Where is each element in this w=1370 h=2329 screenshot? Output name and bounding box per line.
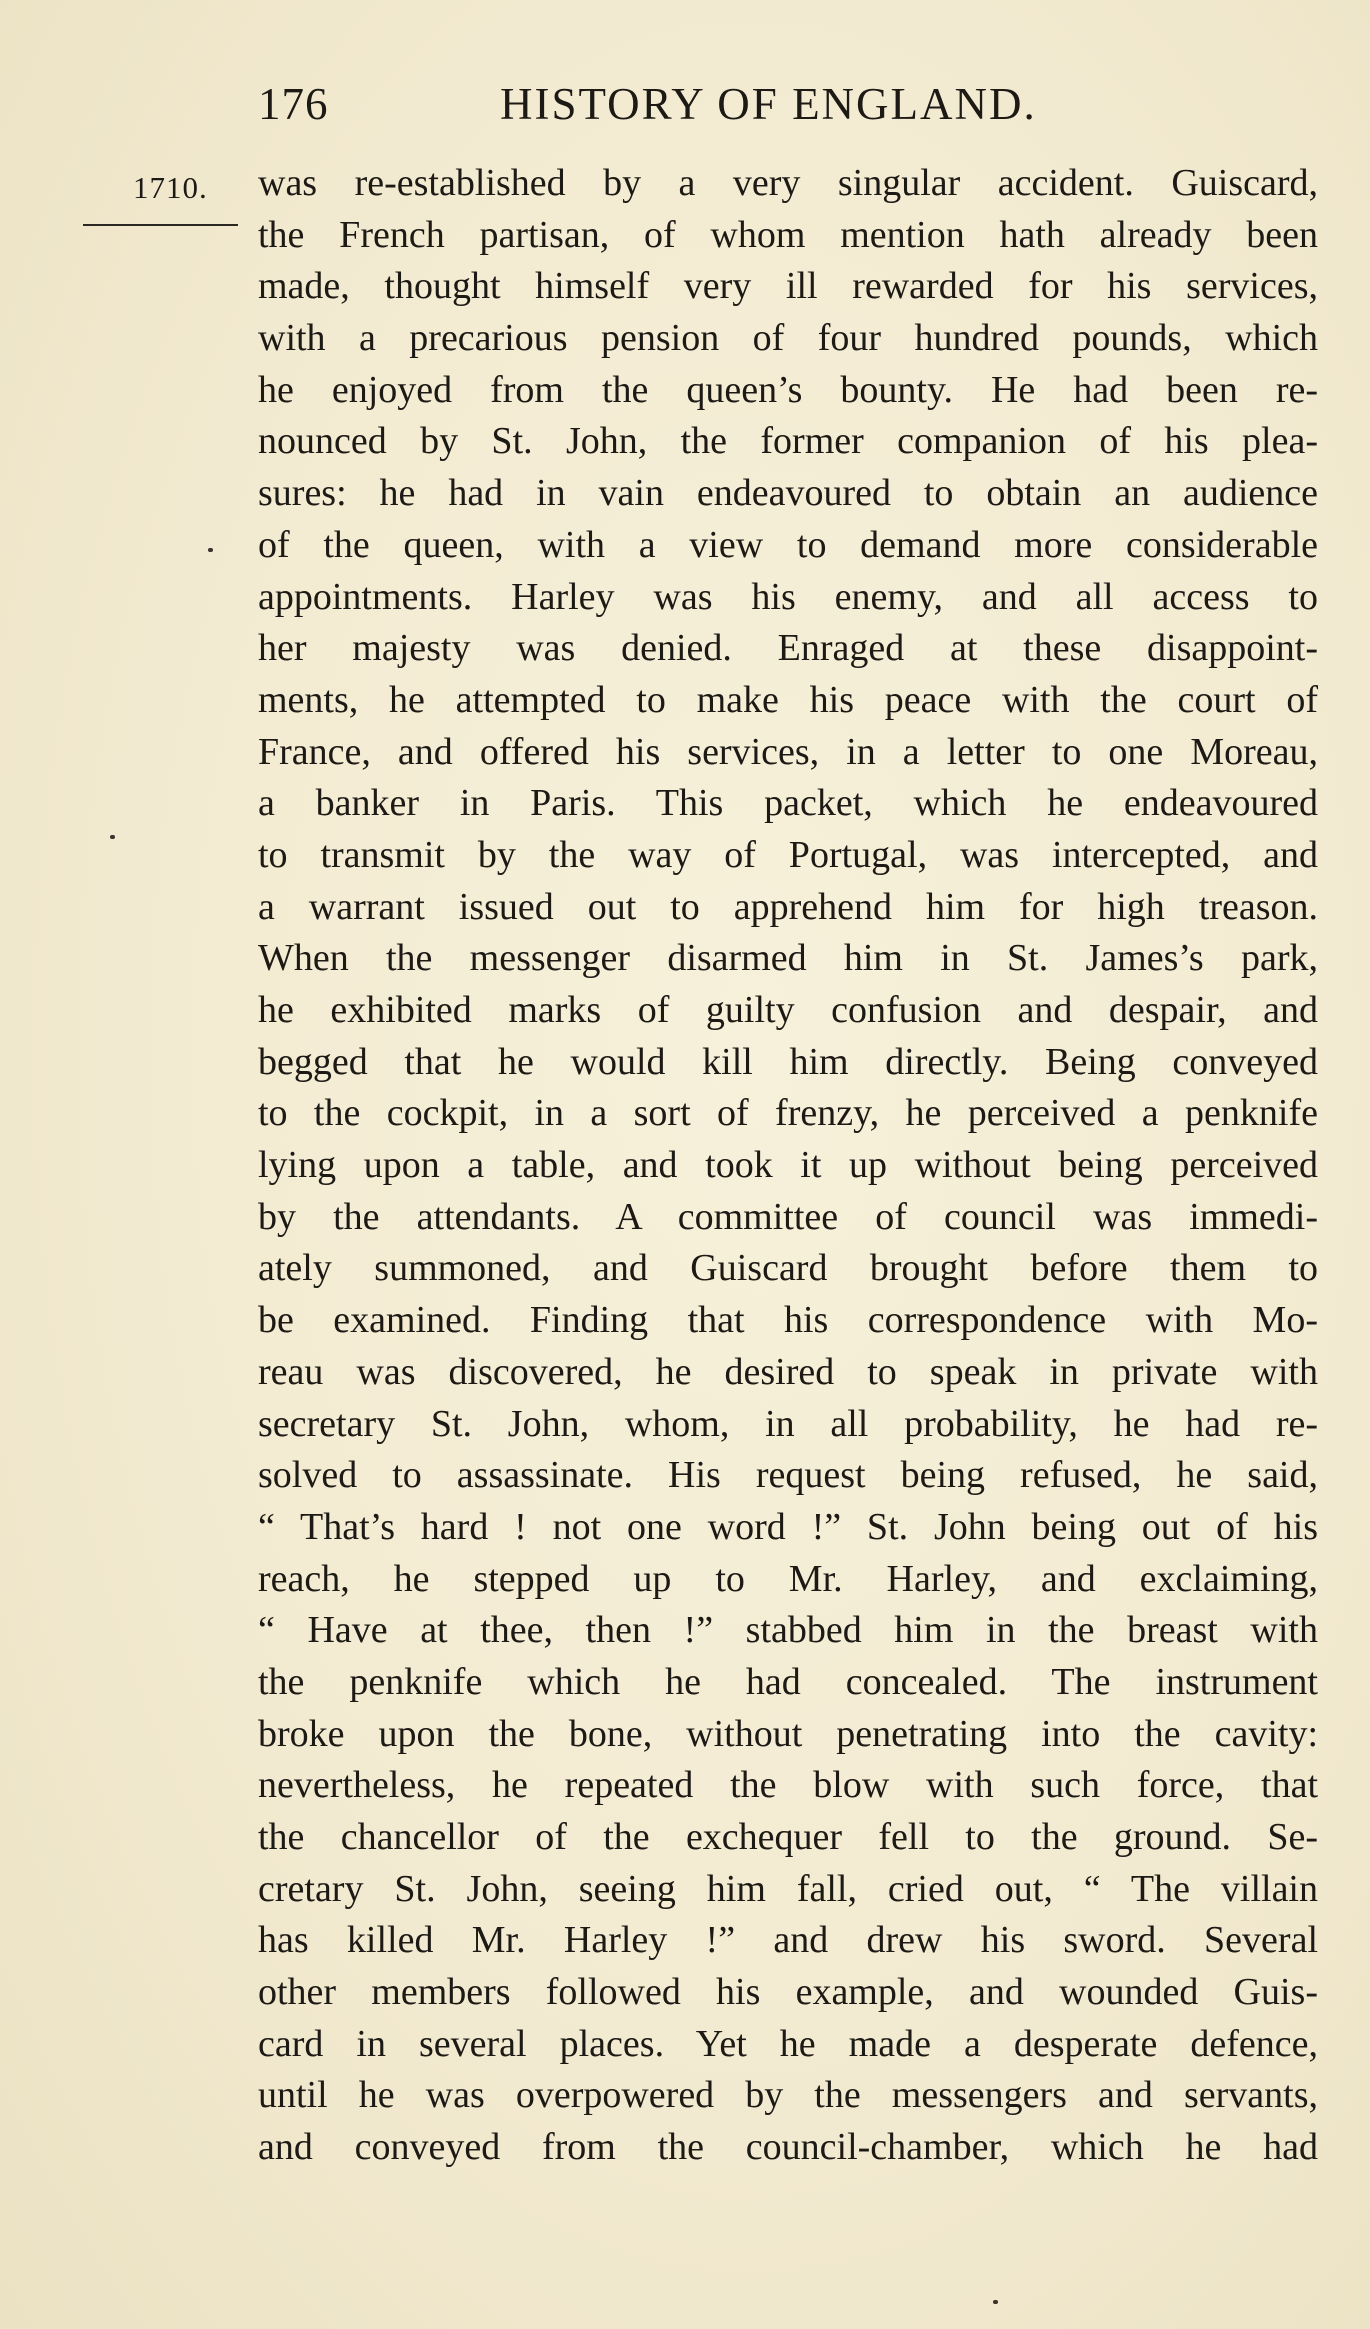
text-line: the French partisan, of whom mention hath already been xyxy=(258,213,1318,256)
running-head xyxy=(258,78,1338,138)
ink-speck xyxy=(993,2300,998,2304)
text-line: When the messenger disarmed him in St. James’s park, xyxy=(258,937,1318,980)
text-line: he enjoyed from the queen’s bounty. He had been re- xyxy=(258,368,1318,411)
text-line: to transmit by the way of Portugal, was intercepted, and xyxy=(258,833,1318,876)
text-line: with a precarious pension of four hundred pounds, which xyxy=(258,317,1318,360)
text-line: reau was discovered, he desired to speak in private with xyxy=(258,1350,1318,1393)
text-line: card in several places. Yet he made a desperate defence, xyxy=(258,2022,1318,2065)
text-line: nevertheless, he repeated the blow with such force, that xyxy=(258,1764,1318,1807)
page-number: 176 xyxy=(258,79,329,129)
text-line: he exhibited marks of guilty confusion and despair, and xyxy=(258,989,1318,1031)
text-line: France, and offered his services, in a letter to one Moreau, xyxy=(258,730,1318,773)
text-line: secretary St. John, whom, in all probability, he had re- xyxy=(258,1402,1318,1445)
ink-speck xyxy=(110,835,115,839)
text-line: broke upon the bone, without penetrating into the cavity: xyxy=(258,1712,1318,1755)
margin-year: 1710. xyxy=(133,170,208,205)
text-line: “ That’s hard ! not one word !” St. John being out of his xyxy=(258,1505,1318,1548)
text-line: nounced by St. John, the former companion of his plea- xyxy=(258,420,1318,463)
text-line: reach, he stepped up to Mr. Harley, and exclaiming, xyxy=(258,1557,1318,1600)
text-line: and conveyed from the council-chamber, which he had xyxy=(258,2126,1318,2169)
ink-speck xyxy=(208,548,213,552)
text-line: ately summoned, and Guiscard brought before them to xyxy=(258,1247,1318,1290)
text-line: has killed Mr. Harley !” and drew his sword. Several xyxy=(258,1919,1318,1962)
text-line: ments, he attempted to make his peace with the court of xyxy=(258,678,1318,721)
text-line: the chancellor of the exchequer fell to the ground. Se- xyxy=(258,1816,1318,1858)
text-line: was re-established by a very singular accident. Guiscard, xyxy=(258,162,1318,204)
text-line: be examined. Finding that his correspondence with Mo- xyxy=(258,1299,1318,1342)
text-line: begged that he would kill him directly. Being conveyed xyxy=(258,1040,1318,1083)
text-line: a banker in Paris. This packet, which he endeavoured xyxy=(258,782,1318,825)
text-line: of the queen, with a view to demand more considerable xyxy=(258,523,1318,566)
margin-rule xyxy=(83,224,238,226)
text-line: other members followed his example, and wounded Guis- xyxy=(258,1971,1318,2014)
body-text xyxy=(258,158,1318,2174)
text-line: by the attendants. A committee of council was immedi- xyxy=(258,1195,1318,1238)
text-line: made, thought himself very ill rewarded for his services, xyxy=(258,265,1318,308)
text-line: lying upon a table, and took it up without being perceived xyxy=(258,1144,1318,1187)
text-line: sures: he had in vain endeavoured to obtain an audience xyxy=(258,472,1318,515)
text-line: solved to assassinate. His request being refused, he said, xyxy=(258,1454,1318,1497)
text-line: to the cockpit, in a sort of frenzy, he perceived a penknife xyxy=(258,1092,1318,1135)
text-line: a warrant issued out to apprehend him for high treason. xyxy=(258,885,1318,928)
running-title: HISTORY OF ENGLAND. xyxy=(500,79,1037,129)
text-line: her majesty was denied. Enraged at these disappoint- xyxy=(258,627,1318,670)
text-line: until he was overpowered by the messengers and servants, xyxy=(258,2074,1318,2117)
text-line: the penknife which he had concealed. The instrument xyxy=(258,1660,1318,1703)
text-line: appointments. Harley was his enemy, and all access to xyxy=(258,575,1318,618)
text-line: cretary St. John, seeing him fall, cried out, “ The villain xyxy=(258,1867,1318,1910)
text-line: “ Have at thee, then !” stabbed him in the breast with xyxy=(258,1609,1318,1652)
